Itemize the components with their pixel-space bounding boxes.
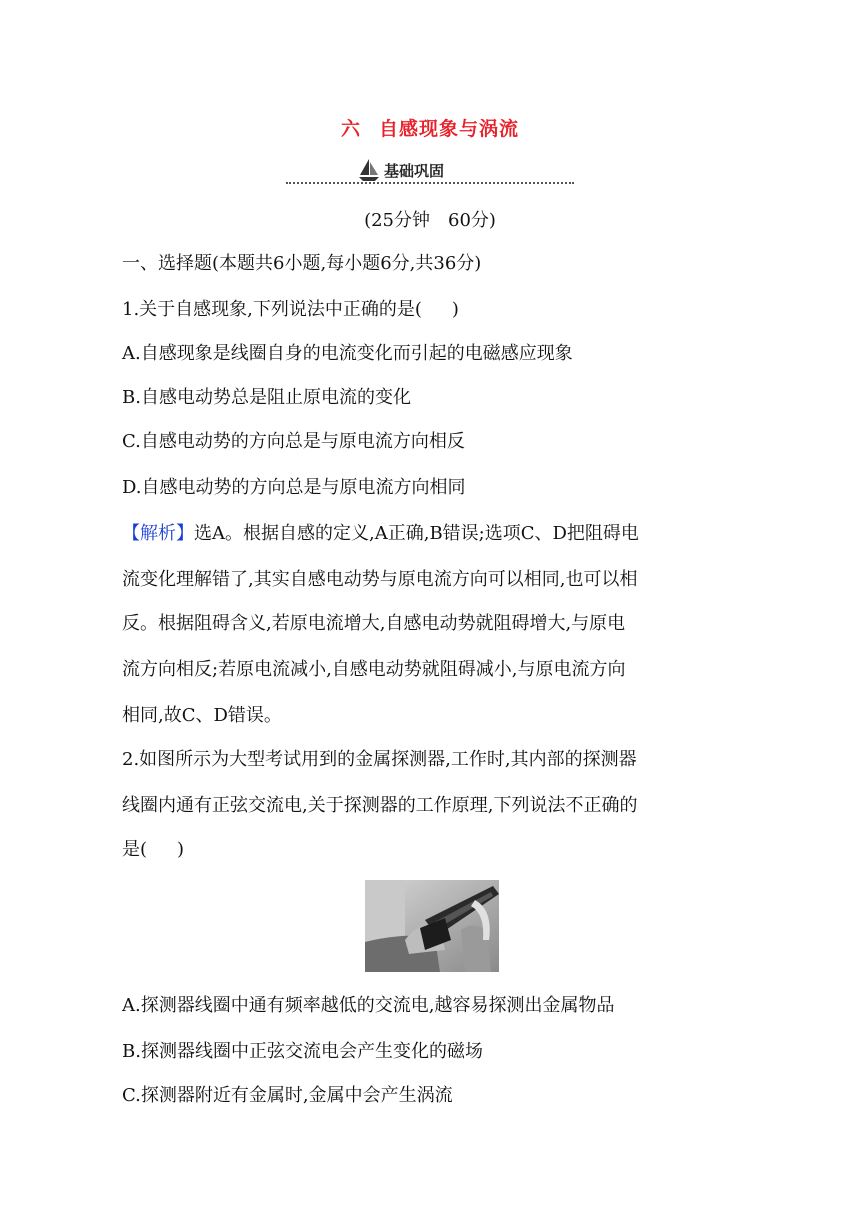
sailboat-icon [358, 158, 380, 182]
question-2-option-a: A.探测器线圈中通有频率越低的交流电,越容易探测出金属物品 [122, 995, 615, 1016]
chapter-number: 六 [340, 118, 361, 140]
analysis-line-5: 相同,故C、D错误。 [122, 705, 282, 726]
analysis-line-1 [122, 522, 639, 546]
question-2-stem-close: ) [177, 839, 185, 860]
metal-detector-photo [365, 880, 499, 972]
question-1-stem-text: 1.关于自感现象,下列说法中正确的是( [122, 299, 422, 320]
question-2-option-b: B.探测器线圈中正弦交流电会产生变化的磁场 [122, 1041, 483, 1062]
section-heading: 一、选择题(本题共6小题,每小题6分,共36分) [122, 253, 482, 274]
question-1-option-c: C.自感电动势的方向总是与原电流方向相反 [122, 431, 465, 452]
question-1-option-a: A.自感现象是线圈自身的电流变化而引起的电磁感应现象 [122, 343, 573, 364]
analysis-text-1: 选A。根据自感的定义,A正确,B错误;选项C、D把阻碍电 [194, 523, 639, 544]
question-2-stem-line-2: 线圈内通有正弦交流电,关于探测器的工作原理,下列说法不正确的 [122, 795, 638, 816]
question-2-stem-text: 是( [122, 839, 148, 860]
analysis-line-2: 流变化理解错了,其实自感电动势与原电流方向可以相同,也可以相 [122, 569, 638, 590]
analysis-tag: 【解析】 [122, 523, 194, 544]
analysis-line-4: 流方向相反;若原电流减小,自感电动势就阻碍减小,与原电流方向 [122, 659, 626, 680]
question-1-stem [122, 298, 459, 322]
banner-dotted-rule [286, 182, 574, 184]
question-2-option-c: C.探测器附近有金属时,金属中会产生涡流 [122, 1085, 453, 1106]
section-banner [286, 158, 574, 186]
question-1-option-d: D.自感电动势的方向总是与原电流方向相同 [122, 477, 466, 498]
question-1-stem-close: ) [451, 299, 459, 320]
chapter-title: 自感现象与涡流 [379, 118, 520, 140]
page-title [0, 114, 860, 141]
question-1-option-b: B.自感电动势总是阻止原电流的变化 [122, 387, 411, 408]
question-2-stem-line-3 [122, 838, 184, 862]
banner-label: 基础巩固 [384, 162, 445, 180]
analysis-line-3: 反。根据阻碍含义,若原电流增大,自感电动势就阻碍增大,与原电 [122, 613, 626, 634]
question-2-stem-line-1: 2.如图所示为大型考试用到的金属探测器,工作时,其内部的探测器 [122, 749, 637, 770]
time-score: (25分钟 60分) [364, 210, 496, 231]
